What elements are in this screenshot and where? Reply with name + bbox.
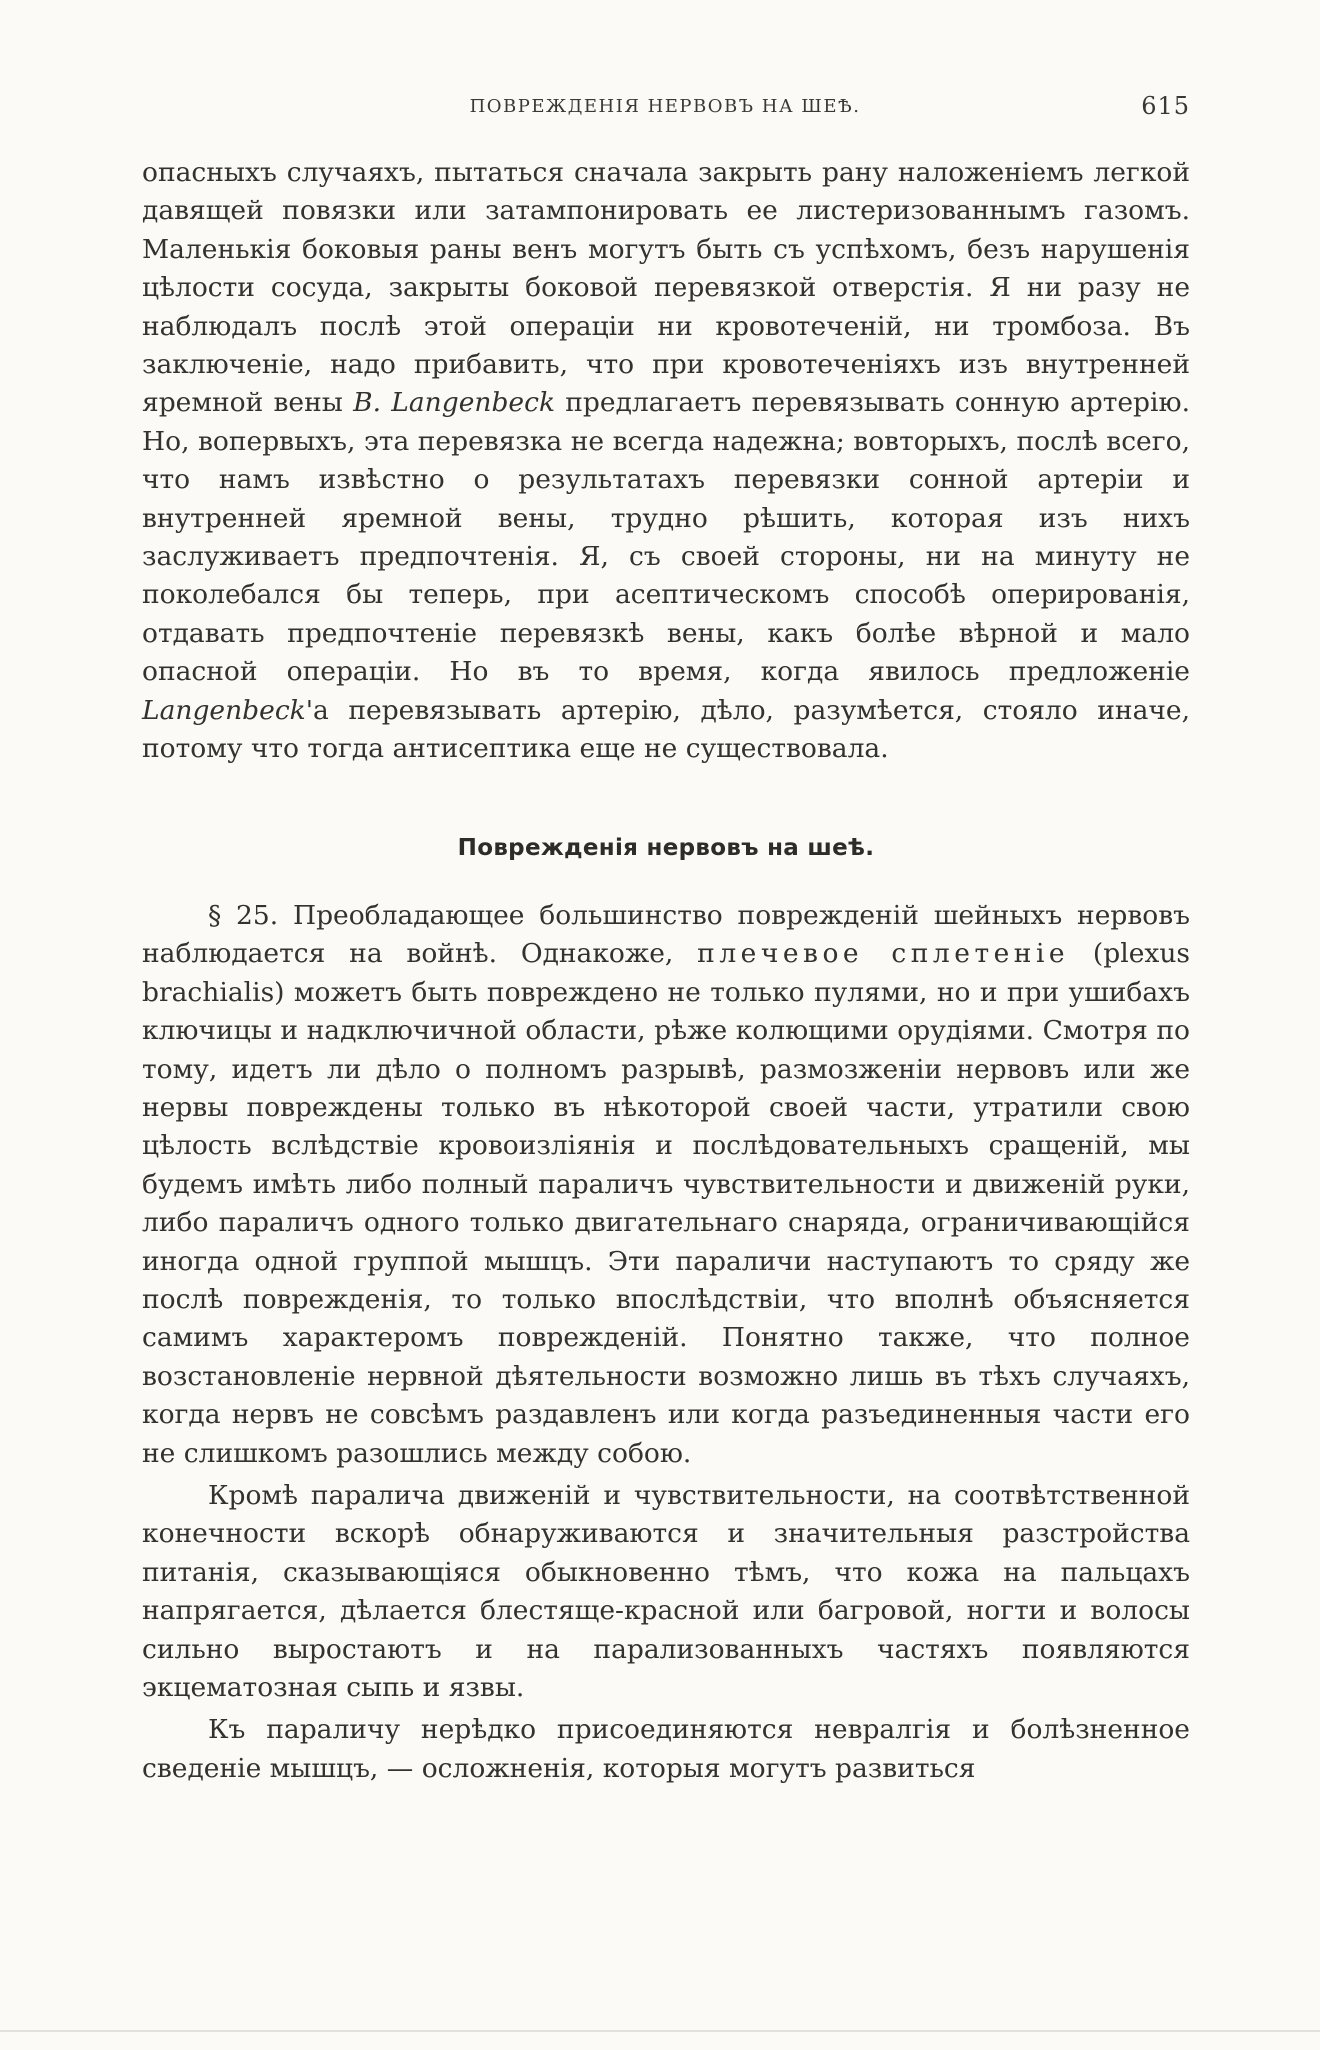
paragraph-text: (plexus brachialis) можетъ быть повреждено не только пулями, но и при ушибахъ ключицы и надключичной области, рѣже колющими орудіями. Смотря по тому, идетъ ли дѣло о полномъ разрывѣ, размозженіи нервовъ или же нервы повреждены только въ нѣкоторой своей части, утратили свою цѣлость вслѣдствіе кровоизліянія и послѣдовательныхъ сращеній, мы будемъ имѣть либо полный параличъ чувствительности и движеній руки, либо параличъ одного только двигательнаго снаряда, ограничивающійся иногда одной группой мышцъ. Эти параличи наступаютъ то сряду же послѣ поврежденія, то только впослѣдствіи, что вполнѣ объясняется самимъ характеромъ поврежденій. Понятно также, что полное возстановленіе нервной дѣятельности возможно лишь въ тѣхъ случаяхъ, когда нервъ не совсѣмъ раздавленъ или когда разъединенныя части его не слишкомъ разошлись между собою. <box>142 938 1190 1469</box>
paragraph-text: § 25. Преобладающее большинство поврежденій шейныхъ нервовъ наблюдается на войнѣ. Однакоже, <box>142 899 1190 970</box>
author-name: Langenbeck <box>142 694 306 726</box>
emphasized-term: плечевое сплетеніе <box>697 938 1070 970</box>
section-heading: Поврежденія нервовъ на шеѣ. <box>457 834 875 861</box>
scan-edge-line <box>0 2030 1320 2032</box>
page-number: 615 <box>1141 92 1190 120</box>
author-name: B. Langenbeck <box>353 387 556 419</box>
paragraph-text: опасныхъ случаяхъ, пытаться сначала закрыть рану наложеніемъ легкой давящей повязки или затампонировать ее листеризованнымъ газомъ. Маленькія боковыя раны венъ могутъ быть съ успѣхомъ, безъ нарушенія цѣлости сосуда, закрыты боковой перевязкой отверстія. Я ни разу не наблюдалъ послѣ этой операціи ни кровотеченій, ни тромбоза. Въ заключеніе, надо прибавить, что при кровотеченіяхъ изъ внутренней яремной вены <box>142 157 1190 419</box>
paragraph-text: 'а перевязывать артерію, дѣло, разумѣется, стояло иначе, потому что тогда антисептика еще не существовала. <box>142 694 1190 765</box>
paragraph-section-25 <box>142 897 1190 1473</box>
running-head <box>140 92 1190 126</box>
body-text <box>142 154 1190 1788</box>
paragraph-continued <box>142 154 1190 769</box>
paragraph-text: предлагаетъ перевязывать сонную артерію. Но, вопервыхъ, эта перевязка не всегда надежна; вовторыхъ, послѣ всего, что намъ извѣстно о результатахъ перевязки сонной артеріи и внутренней яремной вены, трудно рѣшить, которая изъ нихъ заслуживаетъ предпочтенія. Я, съ своей стороны, ни на минуту не поколебался бы теперь, при асептическомъ способѣ оперированія, отдавать предпочтеніе перевязкѣ вены, какъ болѣе вѣрной и мало опасной операціи. Но въ то время, когда явилось предложеніе <box>142 387 1190 688</box>
paragraph-text: Къ параличу нерѣдко присоединяются невралгія и болѣзненное сведеніе мышцъ, — осложненія, которыя могутъ развиться <box>142 1714 1190 1784</box>
running-title: ПОВРЕЖДЕНІЯ НЕРВОВЪ НА ШЕѢ. <box>469 96 861 117</box>
paragraph-text: Кромѣ паралича движеній и чувствительности, на соотвѣтственной конечности вскорѣ обнаруживаются и значительныя разстройства питанія, сказывающіяся обыкновенно тѣмъ, что кожа на пальцахъ напрягается, дѣлается блестяще-красной или багровой, ногти и волосы сильно выростаютъ и на парализованныхъ частяхъ появляются экцематозная сыпь и язвы. <box>142 1480 1190 1704</box>
paragraph-neuralgia <box>142 1711 1190 1788</box>
paragraph-nutrition <box>142 1477 1190 1707</box>
